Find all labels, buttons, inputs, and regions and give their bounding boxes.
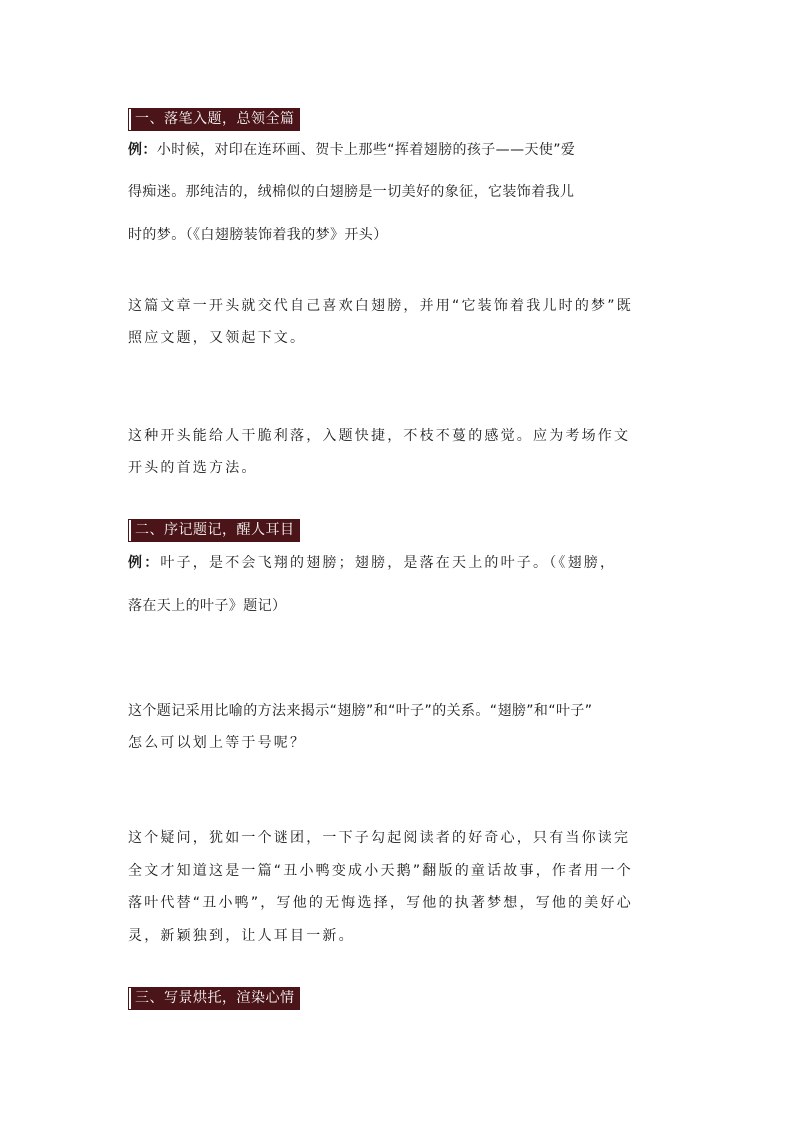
paragraph-line: 这篇文章一开头就交代自己喜欢白翅膀，并用“它装饰着我儿时的梦”既 (128, 298, 633, 314)
example-label: 例： (128, 142, 157, 158)
example-line: 落在天上的叶子》题记） (128, 598, 287, 614)
example-text: 小时候，对印在连环画、贺卡上那些“挥着翅膀的孩子——天使”爱 (156, 142, 576, 158)
paragraph-line: 落叶代替“丑小鸭”，写他的无悔选择，写他的执著梦想，写他的美好心 (128, 895, 633, 911)
paragraph-line: 这个疑问，犹如一个谜团，一下子勾起阅读者的好奇心，只有当你读完 (128, 830, 631, 846)
paragraph-line: 全文才知道这是一篇“丑小鸭变成小天鹅”翻版的童话故事，作者用一个 (128, 863, 633, 879)
example-text: 叶子，是不会飞翔的翅膀；翅膀，是落在天上的叶子。（《翅膀， (160, 555, 617, 571)
example-line (128, 553, 616, 573)
section-heading-3: 三、写景烘托，渲染心情 (129, 988, 299, 1009)
example-line (128, 140, 575, 160)
section-heading-2: 二、序记题记，醒人耳目 (129, 520, 299, 541)
paragraph-line: 这种开头能给人干脆利落，入题快捷，不枝不蔓的感觉。应为考场作文 (128, 428, 631, 444)
example-label: 例： (128, 555, 161, 571)
paragraph-line: 开头的首选方法。 (128, 460, 258, 476)
paragraph-line: 照应文题，又领起下文。 (128, 330, 307, 346)
example-line: 得痴迷。那纯洁的，绒棉似的白翅膀是一切美好的象征，它装饰着我儿 (128, 184, 575, 200)
example-line: 时的梦。（《白翅膀装饰着我的梦》开头） (128, 227, 388, 243)
paragraph-line: 怎么可以划上等于号呢？ (128, 735, 307, 751)
paragraph-line: 灵，新颖独到，让人耳目一新。 (128, 928, 355, 944)
paragraph-line: 这个题记采用比喻的方法来揭示“翅膀”和“叶子”的关系。“翅膀”和“叶子” (128, 703, 593, 719)
section-heading-1: 一、落笔入题，总领全篇 (129, 109, 299, 130)
